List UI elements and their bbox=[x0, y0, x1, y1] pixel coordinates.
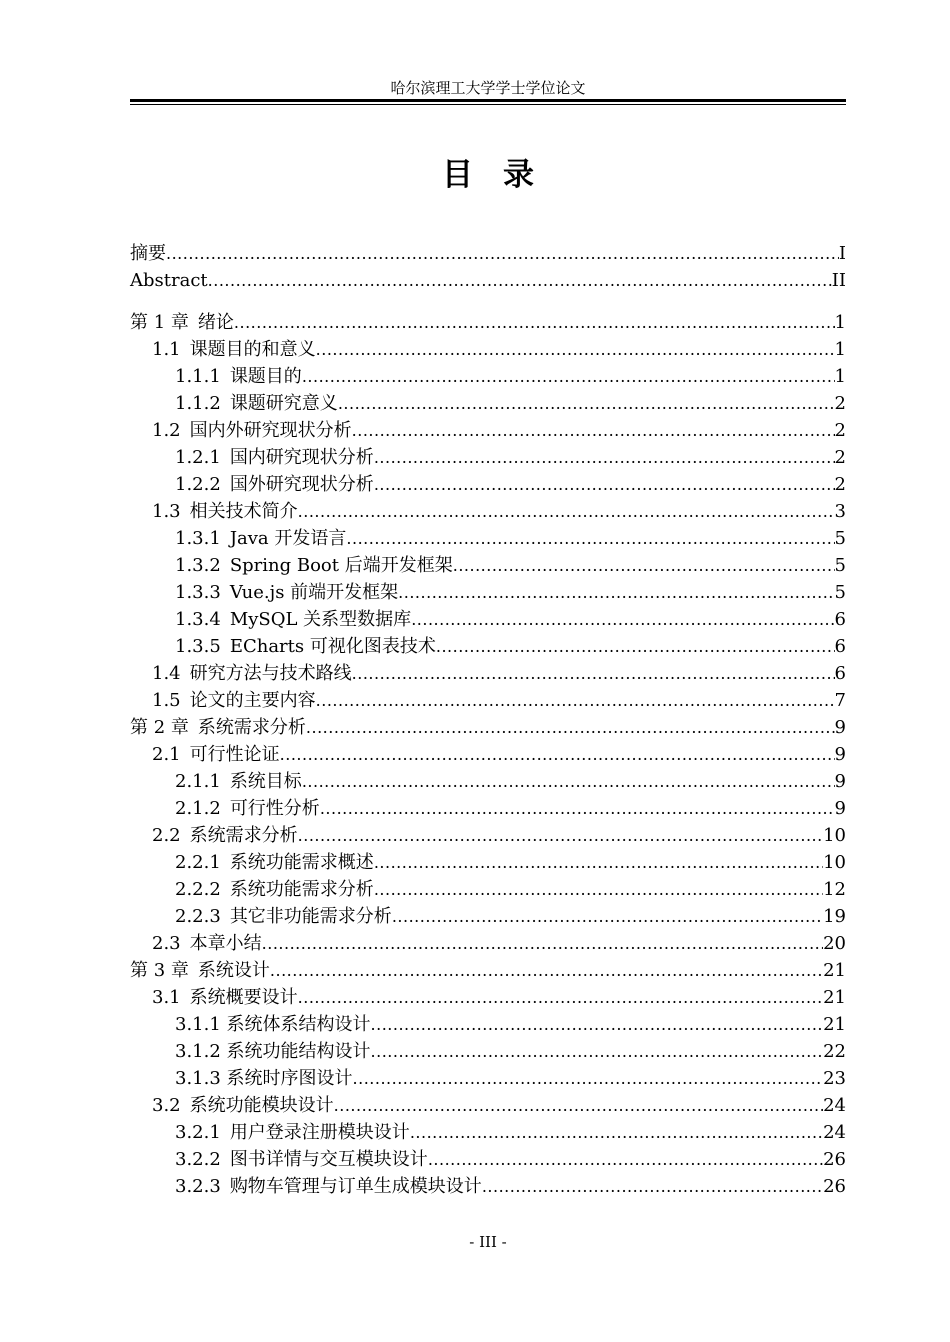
toc-entry[interactable] bbox=[130, 1011, 846, 1038]
toc-entry-number: 3.2.2 bbox=[175, 1149, 221, 1170]
toc-entry[interactable] bbox=[130, 849, 846, 876]
toc-entry-label bbox=[175, 444, 374, 471]
toc-entry-label bbox=[175, 363, 302, 390]
toc-entry-page: 7 bbox=[834, 690, 846, 711]
toc-leader-dots bbox=[280, 741, 835, 768]
toc-entry-number: 第 1 章 bbox=[130, 312, 189, 333]
toc-entry[interactable] bbox=[130, 714, 846, 741]
toc-entry[interactable] bbox=[130, 1038, 846, 1065]
toc-entry-number: 1.2.1 bbox=[175, 447, 221, 468]
toc-entry-label bbox=[175, 795, 320, 822]
toc-entry-number: 2.1 bbox=[152, 744, 181, 765]
toc-leader-dots bbox=[338, 390, 835, 417]
toc-entry-page: 10 bbox=[823, 825, 846, 846]
toc-entry[interactable] bbox=[130, 741, 846, 768]
toc-entry-page: 21 bbox=[823, 1014, 846, 1035]
page-number: - III - bbox=[469, 1233, 507, 1251]
toc-entry-number: 1.3.1 bbox=[175, 528, 221, 549]
toc-entry-title: Spring Boot 后端开发框架 bbox=[229, 555, 453, 576]
toc-entry[interactable] bbox=[130, 930, 846, 957]
toc-entry-title: 系统概要设计 bbox=[189, 987, 298, 1008]
toc-entry-number: 1.3.3 bbox=[175, 582, 221, 603]
toc-entry-title: 课题研究意义 bbox=[229, 393, 338, 414]
toc-leader-dots bbox=[371, 1038, 824, 1065]
toc-entry-label bbox=[152, 1092, 334, 1119]
toc-entry-title: 课题目的和意义 bbox=[189, 339, 316, 360]
toc-entry-title: 系统目标 bbox=[229, 771, 302, 792]
toc-entry-page: 5 bbox=[834, 555, 846, 576]
toc-entry-page: 9 bbox=[834, 771, 846, 792]
toc-entry-title: 可行性分析 bbox=[229, 798, 320, 819]
toc-entry-label bbox=[152, 417, 352, 444]
toc-entry-label bbox=[175, 390, 338, 417]
toc-entry-title: 用户登录注册模块设计 bbox=[229, 1122, 410, 1143]
toc-entry-page: 6 bbox=[834, 609, 846, 630]
toc-leader-dots bbox=[374, 444, 835, 471]
toc-entry-number: 2.3 bbox=[152, 933, 181, 954]
toc-entry[interactable] bbox=[130, 633, 846, 660]
toc-entry-label bbox=[152, 822, 298, 849]
toc-entry-label bbox=[175, 1119, 410, 1146]
toc-entry-page: 9 bbox=[834, 798, 846, 819]
toc-entry-label bbox=[175, 903, 392, 930]
toc-entry-title: 相关技术简介 bbox=[189, 501, 298, 522]
toc-entry-label bbox=[175, 1038, 371, 1065]
page-title: 目录 bbox=[442, 157, 564, 193]
toc-entry-page: 3 bbox=[834, 501, 846, 522]
toc-entry[interactable] bbox=[130, 525, 846, 552]
toc-entry-label bbox=[175, 525, 346, 552]
toc-leader-dots bbox=[371, 1011, 824, 1038]
toc-entry-label bbox=[152, 687, 316, 714]
toc-entry-label bbox=[175, 768, 302, 795]
toc-entry[interactable] bbox=[130, 687, 846, 714]
toc-entry-title: 本章小结 bbox=[189, 933, 262, 954]
toc-entry-label bbox=[152, 930, 262, 957]
toc-entry-title: 摘要 bbox=[130, 243, 166, 264]
toc-entry-page: 1 bbox=[834, 366, 846, 387]
toc-entry[interactable] bbox=[130, 1119, 846, 1146]
toc-entry[interactable] bbox=[130, 822, 846, 849]
toc-entry-label bbox=[175, 1146, 428, 1173]
toc-entry[interactable] bbox=[130, 471, 846, 498]
toc-leader-dots bbox=[411, 606, 834, 633]
toc-entry[interactable] bbox=[130, 240, 846, 267]
toc-entry-label bbox=[175, 552, 453, 579]
toc-entry-page: 12 bbox=[823, 879, 846, 900]
toc-entry[interactable] bbox=[130, 444, 846, 471]
toc-entry-title: ECharts 可视化图表技术 bbox=[229, 636, 436, 657]
toc-entry-title: 论文的主要内容 bbox=[189, 690, 316, 711]
toc-entry-title: 系统功能需求概述 bbox=[229, 852, 374, 873]
toc-entry[interactable] bbox=[130, 1092, 846, 1119]
toc-leader-dots bbox=[374, 471, 835, 498]
toc-entry-page: 1 bbox=[834, 312, 846, 333]
toc-entry-label bbox=[152, 336, 316, 363]
toc-entry[interactable] bbox=[130, 552, 846, 579]
running-header: 哈尔滨理工大学学士学位论文 bbox=[390, 79, 586, 97]
toc-entry-number: 1.3.4 bbox=[175, 609, 221, 630]
toc-entry-title: 可行性论证 bbox=[189, 744, 280, 765]
toc-entry-page: 2 bbox=[834, 393, 846, 414]
toc-entry-number: 2.2.2 bbox=[175, 879, 221, 900]
toc-entry-title: 绪论 bbox=[197, 312, 234, 333]
toc-entry[interactable] bbox=[130, 498, 846, 525]
toc-entry-number: 3.1 bbox=[152, 987, 181, 1008]
toc-entry[interactable] bbox=[130, 984, 846, 1011]
toc-entry-page: 2 bbox=[834, 474, 846, 495]
toc-entry-label bbox=[152, 660, 352, 687]
toc-leader-dots bbox=[302, 768, 835, 795]
toc-entry-title: 系统功能需求分析 bbox=[229, 879, 374, 900]
toc-entry-label bbox=[175, 849, 374, 876]
toc-entry[interactable] bbox=[130, 1146, 846, 1173]
toc-entry-title: 其它非功能需求分析 bbox=[229, 906, 392, 927]
toc-entry[interactable] bbox=[130, 309, 846, 336]
toc-entry-label bbox=[152, 498, 298, 525]
toc-entry-page: 21 bbox=[823, 987, 846, 1008]
toc-entry-number: 2.1.1 bbox=[175, 771, 221, 792]
toc-leader-dots bbox=[234, 309, 835, 336]
toc-entry-label bbox=[175, 633, 436, 660]
toc-entry-page: 9 bbox=[834, 717, 846, 738]
toc-entry[interactable] bbox=[130, 579, 846, 606]
toc-leader-dots bbox=[298, 822, 823, 849]
toc-leader-dots bbox=[262, 930, 823, 957]
toc-entry-label bbox=[130, 714, 306, 741]
toc-leader-dots bbox=[482, 1173, 823, 1200]
toc-entry-title: 系统需求分析 bbox=[197, 717, 306, 738]
toc-leader-dots bbox=[208, 267, 832, 294]
toc-leader-dots bbox=[298, 498, 835, 525]
toc-entry-label bbox=[130, 240, 166, 267]
header-rule-thin bbox=[130, 104, 846, 105]
toc-entry-number: 3.2.3 bbox=[175, 1176, 221, 1197]
toc-entry-page: 20 bbox=[823, 933, 846, 954]
toc-leader-dots bbox=[316, 687, 835, 714]
toc-entry[interactable] bbox=[130, 1173, 846, 1200]
table-of-contents bbox=[130, 240, 846, 1200]
toc-entry-title: 国内外研究现状分析 bbox=[189, 420, 352, 441]
toc-entry-number: 1.1.2 bbox=[175, 393, 221, 414]
toc-entry-label bbox=[130, 309, 234, 336]
toc-entry-number: 3.2 bbox=[152, 1095, 181, 1116]
toc-leader-dots bbox=[374, 876, 823, 903]
toc-entry-number: 1.5 bbox=[152, 690, 181, 711]
toc-entry-title: 国内研究现状分析 bbox=[229, 447, 374, 468]
toc-leader-dots bbox=[270, 957, 823, 984]
toc-entry-number: 1.2.2 bbox=[175, 474, 221, 495]
toc-entry-label bbox=[175, 876, 374, 903]
toc-entry[interactable] bbox=[130, 660, 846, 687]
toc-entry-title: 研究方法与技术路线 bbox=[189, 663, 352, 684]
toc-entry-page: 5 bbox=[834, 528, 846, 549]
toc-entry-page: 22 bbox=[823, 1041, 846, 1062]
toc-entry-page: 6 bbox=[834, 663, 846, 684]
toc-entry-page: 10 bbox=[823, 852, 846, 873]
toc-leader-dots bbox=[410, 1119, 823, 1146]
toc-entry-title: Abstract bbox=[130, 270, 208, 291]
toc-leader-dots bbox=[428, 1146, 823, 1173]
header-rule-thick bbox=[130, 99, 846, 102]
toc-entry-label bbox=[175, 471, 374, 498]
toc-entry-title: 课题目的 bbox=[229, 366, 302, 387]
toc-entry[interactable] bbox=[130, 795, 846, 822]
toc-entry-title: 3.1.2 系统功能结构设计 bbox=[175, 1041, 371, 1062]
toc-entry-page: 2 bbox=[834, 447, 846, 468]
toc-entry-number: 3.2.1 bbox=[175, 1122, 221, 1143]
toc-entry-label bbox=[152, 984, 298, 1011]
toc-entry[interactable] bbox=[130, 267, 846, 294]
toc-entry-page: 21 bbox=[823, 960, 846, 981]
toc-leader-dots bbox=[398, 579, 834, 606]
toc-entry[interactable] bbox=[130, 336, 846, 363]
toc-entry-label bbox=[152, 741, 280, 768]
toc-entry[interactable] bbox=[130, 390, 846, 417]
toc-leader-dots bbox=[352, 660, 835, 687]
toc-entry-page: 24 bbox=[823, 1122, 846, 1143]
toc-entry-title: 图书详情与交互模块设计 bbox=[229, 1149, 428, 1170]
toc-entry-page: I bbox=[838, 243, 846, 264]
toc-entry-number: 1.3.5 bbox=[175, 636, 221, 657]
toc-leader-dots bbox=[352, 417, 835, 444]
toc-entry-title: MySQL 关系型数据库 bbox=[229, 609, 412, 630]
toc-entry-page: 1 bbox=[834, 339, 846, 360]
toc-entry-number: 1.4 bbox=[152, 663, 181, 684]
toc-entry-page: 23 bbox=[823, 1068, 846, 1089]
toc-entry-title: 购物车管理与订单生成模块设计 bbox=[229, 1176, 482, 1197]
toc-leader-dots bbox=[166, 240, 839, 267]
toc-entry-page: 26 bbox=[823, 1176, 846, 1197]
toc-entry-page: II bbox=[831, 270, 846, 291]
toc-leader-dots bbox=[298, 984, 823, 1011]
toc-entry-label bbox=[130, 957, 270, 984]
toc-entry-number: 1.1 bbox=[152, 339, 181, 360]
toc-entry-number: 1.3 bbox=[152, 501, 181, 522]
toc-entry[interactable] bbox=[130, 957, 846, 984]
toc-entry[interactable] bbox=[130, 606, 846, 633]
toc-leader-dots bbox=[453, 552, 835, 579]
toc-entry-title: 系统功能模块设计 bbox=[189, 1095, 334, 1116]
toc-entry-title: 国外研究现状分析 bbox=[229, 474, 374, 495]
toc-entry-page: 5 bbox=[834, 582, 846, 603]
toc-entry-number: 2.2 bbox=[152, 825, 181, 846]
toc-entry-title: 系统设计 bbox=[197, 960, 270, 981]
toc-entry-label bbox=[175, 1011, 371, 1038]
toc-entry-page: 6 bbox=[834, 636, 846, 657]
toc-leader-dots bbox=[320, 795, 835, 822]
toc-leader-dots bbox=[334, 1092, 823, 1119]
toc-entry-number: 1.3.2 bbox=[175, 555, 221, 576]
toc-entry-title: 系统需求分析 bbox=[189, 825, 298, 846]
toc-entry-label bbox=[175, 1173, 482, 1200]
toc-entry[interactable] bbox=[130, 876, 846, 903]
toc-entry-label bbox=[130, 267, 208, 294]
toc-entry[interactable] bbox=[130, 768, 846, 795]
toc-entry-title: Java 开发语言 bbox=[229, 528, 347, 549]
toc-entry[interactable] bbox=[130, 417, 846, 444]
toc-entry[interactable] bbox=[130, 363, 846, 390]
toc-leader-dots bbox=[353, 1065, 824, 1092]
toc-entry[interactable] bbox=[130, 903, 846, 930]
toc-leader-dots bbox=[306, 714, 835, 741]
toc-entry-number: 1.2 bbox=[152, 420, 181, 441]
toc-entry-number: 第 3 章 bbox=[130, 960, 189, 981]
toc-entry-page: 26 bbox=[823, 1149, 846, 1170]
toc-entry-page: 24 bbox=[823, 1095, 846, 1116]
toc-leader-dots bbox=[302, 363, 835, 390]
toc-entry-page: 19 bbox=[823, 906, 846, 927]
toc-entry-page: 9 bbox=[834, 744, 846, 765]
toc-leader-dots bbox=[436, 633, 835, 660]
toc-entry-label bbox=[175, 579, 398, 606]
toc-entry-label bbox=[175, 606, 411, 633]
toc-entry-number: 2.1.2 bbox=[175, 798, 221, 819]
toc-leader-dots bbox=[374, 849, 823, 876]
toc-entry-title: 3.1.1 系统体系结构设计 bbox=[175, 1014, 371, 1035]
toc-entry-title: 3.1.3 系统时序图设计 bbox=[175, 1068, 353, 1089]
toc-entry[interactable] bbox=[130, 1065, 846, 1092]
toc-entry-number: 2.2.1 bbox=[175, 852, 221, 873]
toc-leader-dots bbox=[346, 525, 834, 552]
toc-entry-title: Vue.js 前端开发框架 bbox=[229, 582, 399, 603]
toc-entry-number: 第 2 章 bbox=[130, 717, 189, 738]
toc-entry-number: 1.1.1 bbox=[175, 366, 221, 387]
toc-entry-page: 2 bbox=[834, 420, 846, 441]
toc-entry-label bbox=[175, 1065, 353, 1092]
toc-leader-dots bbox=[392, 903, 823, 930]
toc-entry-number: 2.2.3 bbox=[175, 906, 221, 927]
toc-leader-dots bbox=[316, 336, 835, 363]
